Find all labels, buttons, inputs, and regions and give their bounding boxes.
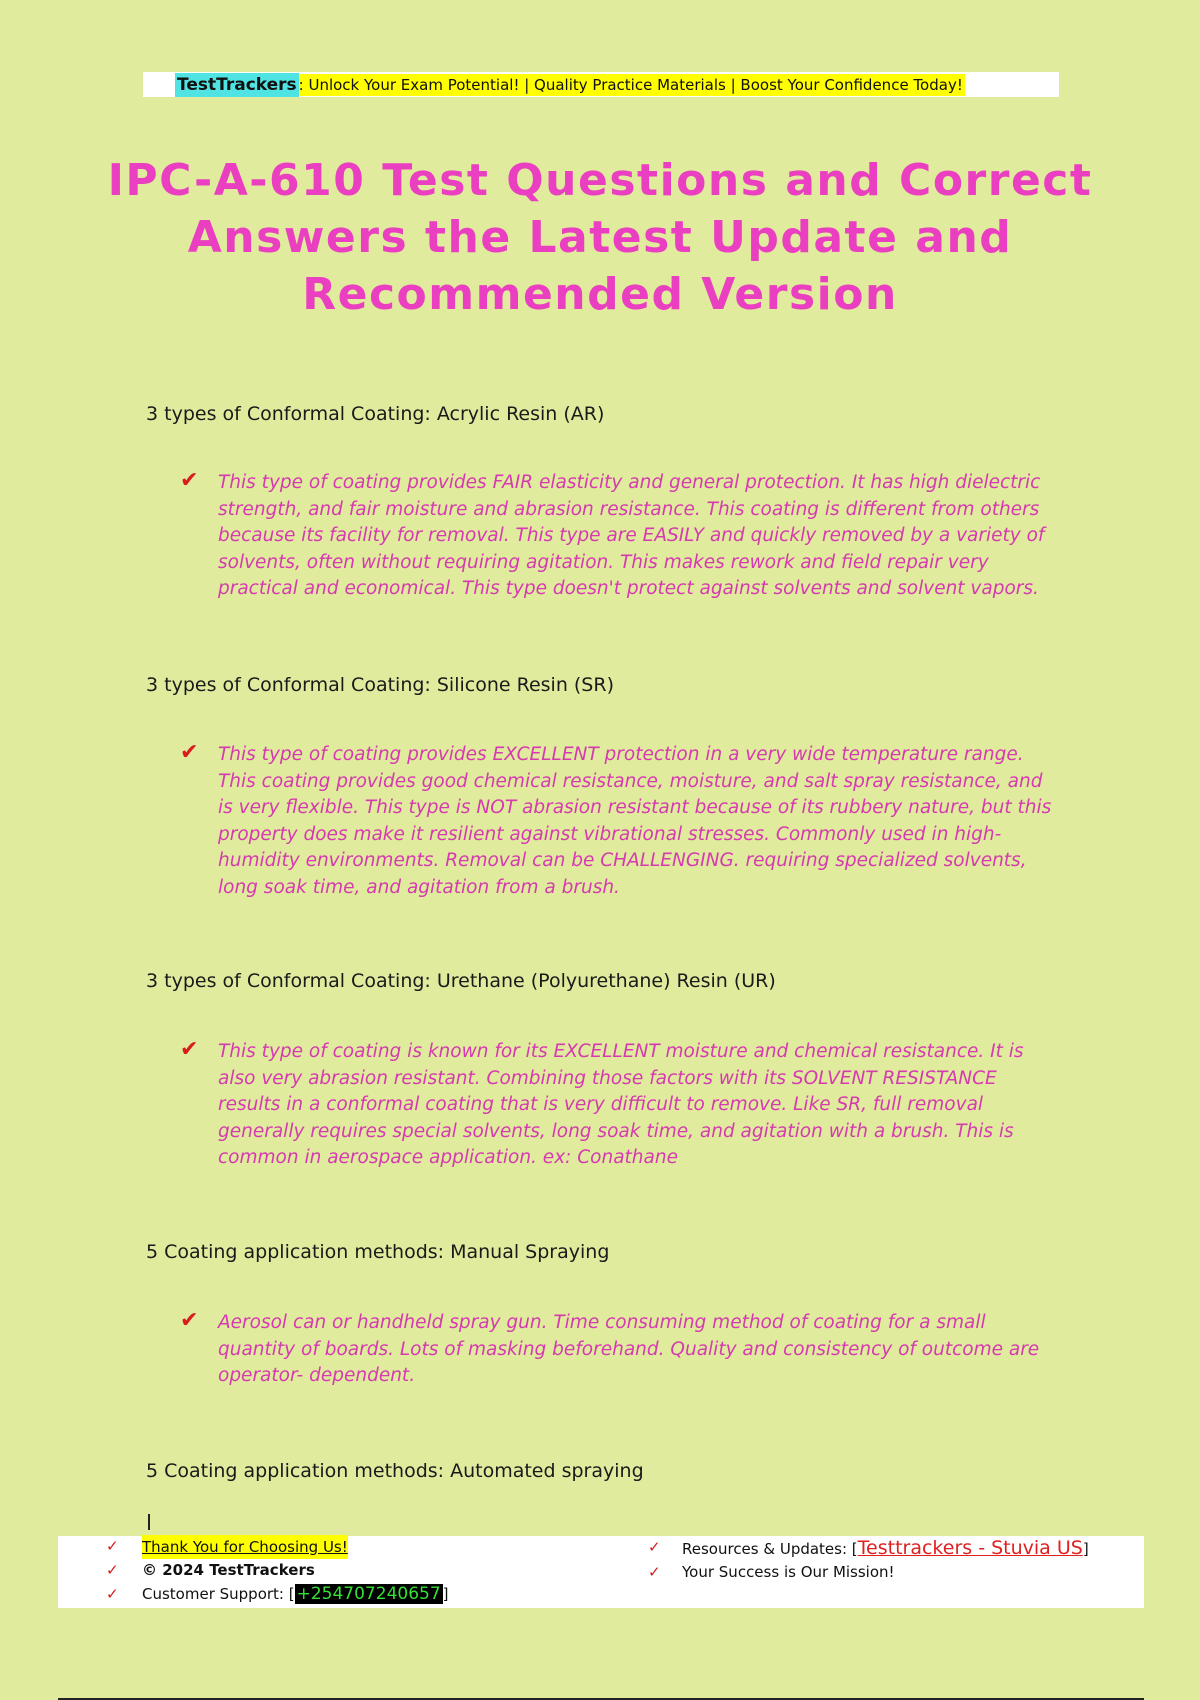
question-4: 5 Coating application methods: Manual Spraying (146, 1241, 610, 1263)
question-5: 5 Coating application methods: Automated spraying (146, 1460, 644, 1482)
answer-text: This type of coating provides FAIR elasticity and general protection. It has high dielectric strength, and fair moisture and abrasion resistance. This coating is different from others because its facility for removal. This type are EASILY and quickly removed by a variety of solvents, often without requiring agitation. This makes rework and field repair very practical and economical. This type doesn't protect against solvents and solvent vapors. (218, 472, 1045, 599)
top-banner (143, 72, 1059, 97)
banner-tagline: : Unlock Your Exam Potential! | Quality Practice Materials | Boost Your Confidence Today! (298, 75, 963, 94)
footer (58, 1536, 1144, 1608)
answer-3 (180, 1039, 1060, 1172)
footer-copyright: © 2024 TestTrackers (142, 1561, 315, 1579)
answer-4 (180, 1310, 1060, 1390)
support-phone[interactable]: +254707240657 (296, 1584, 441, 1604)
question-3: 3 types of Conformal Coating: Urethane (Polyurethane) Resin (UR) (146, 970, 776, 992)
check-icon: ✓ (106, 1585, 119, 1603)
resources-link[interactable]: Testtrackers - Stuvia US (857, 1537, 1083, 1559)
check-icon: ✔ (180, 1037, 199, 1062)
support-close: ] (442, 1585, 449, 1603)
text-cursor (148, 1514, 150, 1530)
answer-text: Aerosol can or handheld spray gun. Time consuming method of coating for a small quantity of boards. Lots of masking beforehand. Quality and consistency of outcome are operator- dependent. (218, 1312, 1040, 1386)
check-icon: ✓ (106, 1537, 119, 1555)
answer-2 (180, 742, 1060, 901)
check-icon: ✔ (180, 1308, 199, 1333)
answer-text: This type of coating provides EXCELLENT protection in a very wide temperature range. This coating provides good chemical resistance, moisture, and salt spray resistance, and is very flexible. This type is NOT abrasion resistant because of its rubbery nature, but this property does make it resilient against vibrational stresses. Commonly used in high-humidity environments. Removal can be CHALLENGING. requiring specialized solvents, long soak time, and agitation from a brush. (218, 744, 1052, 898)
check-icon: ✓ (648, 1538, 661, 1556)
resources-label: Resources & Updates: [ (682, 1540, 858, 1558)
support-label: Customer Support: [ (142, 1585, 295, 1603)
check-icon: ✓ (106, 1561, 119, 1579)
footer-resources (682, 1536, 1089, 1561)
footer-thanks: Thank You for Choosing Us! (142, 1535, 348, 1559)
footer-support (142, 1582, 449, 1606)
page-title: IPC-A-610 Test Questions and Correct Answers the Latest Update and Recommended Version (107, 155, 1093, 320)
check-icon: ✔ (180, 740, 199, 765)
resources-close: ] (1082, 1540, 1089, 1558)
brand-name: TestTrackers (177, 74, 297, 95)
check-icon: ✔ (180, 468, 199, 493)
answer-text: This type of coating is known for its EXCELLENT moisture and chemical resistance. It is also very abrasion resistant. Combining those factors with its SOLVENT RESISTANCE results in a conformal coating that is very difficult to remove. Like SR, full removal generally requires special solvents, long soak time, and agitation with a brush. This is common in aerospace application. ex: Conathane (218, 1041, 1024, 1168)
question-1: 3 types of Conformal Coating: Acrylic Resin (AR) (146, 403, 605, 425)
answer-1 (180, 470, 1060, 603)
footer-mission: Your Success is Our Mission! (682, 1563, 895, 1581)
question-2: 3 types of Conformal Coating: Silicone Resin (SR) (146, 674, 614, 696)
check-icon: ✓ (648, 1563, 661, 1581)
